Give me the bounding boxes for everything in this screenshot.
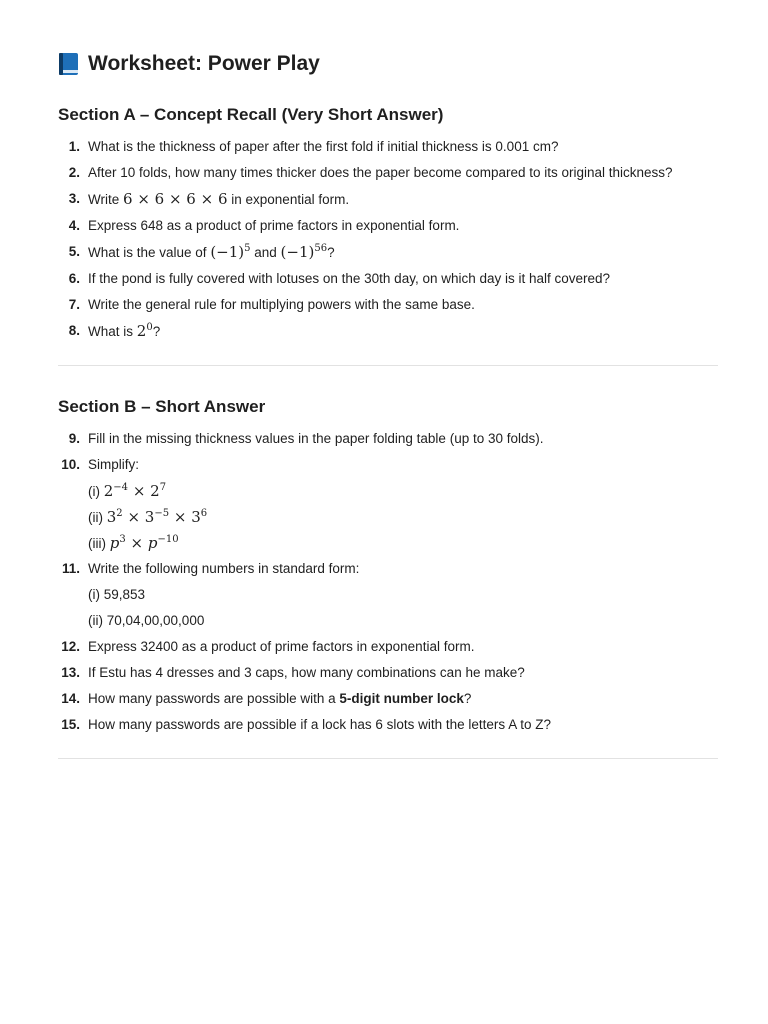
math-expression bbox=[137, 322, 153, 340]
math-operator: × bbox=[169, 508, 192, 526]
text-part: Write bbox=[88, 192, 124, 207]
question-text: Express 32400 as a product of prime factors in exponential form. bbox=[88, 639, 475, 654]
text-part: ? bbox=[327, 245, 335, 260]
question-number: 5. bbox=[68, 244, 80, 259]
question-number: 7. bbox=[68, 297, 80, 312]
question-text bbox=[88, 239, 718, 266]
book-icon bbox=[58, 52, 80, 76]
sub-question-i bbox=[88, 478, 718, 504]
text-part: How many passwords are possible with a bbox=[88, 691, 340, 706]
text-part: in exponential form. bbox=[227, 192, 350, 207]
page-title-text: Worksheet: Power Play bbox=[88, 52, 320, 75]
math-exponent: 56 bbox=[314, 243, 328, 254]
question-15 bbox=[58, 712, 718, 738]
math-expression bbox=[107, 508, 207, 526]
page-title bbox=[58, 44, 718, 84]
question-text bbox=[88, 186, 718, 213]
question-stem: Simplify: bbox=[88, 457, 140, 472]
question-text: What is the thickness of paper after the first fold if initial thickness is 0.001 cm? bbox=[88, 139, 559, 154]
math-exponent: 5 bbox=[244, 243, 251, 254]
text-part: and bbox=[250, 245, 281, 260]
math-expression bbox=[281, 243, 328, 261]
question-text: Write the general rule for multiplying powers with the same base. bbox=[88, 297, 475, 312]
question-6 bbox=[58, 266, 718, 292]
section-a-heading: Section A – Concept Recall (Very Short Answer) bbox=[58, 105, 444, 124]
question-text bbox=[88, 318, 718, 345]
math-exponent: −4 bbox=[113, 482, 129, 493]
question-11 bbox=[58, 556, 718, 634]
section-a-questions bbox=[58, 134, 718, 345]
question-number: 14. bbox=[61, 691, 80, 706]
question-number: 10. bbox=[61, 457, 80, 472]
section-b-heading: Section B – Short Answer bbox=[58, 397, 266, 416]
math-exponent: 7 bbox=[159, 482, 167, 493]
math-exponent: 2 bbox=[116, 508, 123, 519]
question-2 bbox=[58, 160, 718, 186]
question-number: 4. bbox=[68, 218, 80, 233]
math-base: 2 bbox=[150, 482, 160, 500]
question-text: If the pond is fully covered with lotuses on the 30th day, on which day is it half covered? bbox=[88, 271, 611, 286]
math-expression bbox=[104, 482, 166, 500]
question-text: If Estu has 4 dresses and 3 caps, how many combinations can he make? bbox=[88, 665, 525, 680]
question-number: 3. bbox=[68, 191, 80, 206]
question-number: 11. bbox=[61, 561, 80, 576]
math-exponent: 6 bbox=[200, 508, 208, 519]
question-10 bbox=[58, 452, 718, 556]
math-base: 3 bbox=[106, 508, 117, 526]
question-5 bbox=[58, 239, 718, 266]
math-exponent: −5 bbox=[154, 508, 170, 519]
math-expression: 6 × 6 × 6 × 6 bbox=[123, 190, 228, 208]
math-operator: × bbox=[128, 482, 151, 500]
question-stem: Write the following numbers in standard form: bbox=[88, 561, 360, 576]
math-base: (−1) bbox=[280, 243, 315, 261]
sub-label: (iii) bbox=[88, 536, 110, 551]
math-expression bbox=[110, 534, 179, 552]
math-exponent: 0 bbox=[146, 322, 153, 333]
worksheet-page bbox=[58, 44, 718, 789]
question-number: 12. bbox=[61, 639, 80, 654]
question-text bbox=[88, 556, 718, 634]
sub-label: (ii) bbox=[88, 510, 107, 525]
math-base: 3 bbox=[144, 508, 155, 526]
math-base: p bbox=[109, 534, 120, 552]
question-number: 2. bbox=[68, 165, 80, 180]
question-9 bbox=[58, 426, 718, 452]
section-divider bbox=[58, 365, 718, 366]
question-text bbox=[88, 452, 718, 556]
question-text: Express 648 as a product of prime factors in exponential form. bbox=[88, 218, 460, 233]
math-exponent: −10 bbox=[157, 534, 179, 545]
question-text: Fill in the missing thickness values in the paper folding table (up to 30 folds). bbox=[88, 431, 544, 446]
math-operator: × bbox=[122, 508, 145, 526]
question-number: 6. bbox=[68, 271, 80, 286]
question-13 bbox=[58, 660, 718, 686]
question-number: 15. bbox=[61, 717, 80, 732]
math-base: (−1) bbox=[210, 243, 245, 261]
question-text bbox=[88, 686, 718, 712]
question-text: How many passwords are possible if a lock has 6 slots with the letters A to Z? bbox=[88, 717, 551, 732]
question-14 bbox=[58, 686, 718, 712]
section-divider-bottom bbox=[58, 758, 718, 759]
text-part: What is the value of bbox=[88, 245, 211, 260]
question-12 bbox=[58, 634, 718, 660]
math-base: 2 bbox=[136, 322, 147, 340]
sub-question-ii: (ii) 70,04,00,00,000 bbox=[88, 613, 205, 628]
math-operator: × bbox=[125, 534, 148, 552]
question-text: After 10 folds, how many times thicker does the paper become compared to its original thickness? bbox=[88, 165, 673, 180]
math-base: p bbox=[147, 534, 158, 552]
question-7 bbox=[58, 292, 718, 318]
emphasized-text: 5-digit number lock bbox=[339, 691, 464, 706]
question-number: 1. bbox=[68, 139, 80, 154]
text-part: What is bbox=[88, 324, 137, 339]
question-3 bbox=[58, 186, 718, 213]
question-8 bbox=[58, 318, 718, 345]
question-4 bbox=[58, 213, 718, 239]
sub-question-i: (i) 59,853 bbox=[88, 587, 146, 602]
sub-label: (i) bbox=[88, 484, 104, 499]
sub-question-iii bbox=[88, 530, 718, 556]
math-expression bbox=[210, 243, 250, 261]
math-exponent: 3 bbox=[119, 534, 126, 545]
question-1 bbox=[58, 134, 718, 160]
question-number: 8. bbox=[68, 323, 80, 338]
sub-question-ii bbox=[88, 504, 718, 530]
question-number: 9. bbox=[68, 431, 80, 446]
math-base: 2 bbox=[103, 482, 114, 500]
text-part: ? bbox=[463, 691, 472, 706]
text-part: ? bbox=[152, 324, 161, 339]
question-number: 13. bbox=[61, 665, 80, 680]
math-base: 3 bbox=[191, 508, 201, 526]
section-b-questions bbox=[58, 426, 718, 738]
